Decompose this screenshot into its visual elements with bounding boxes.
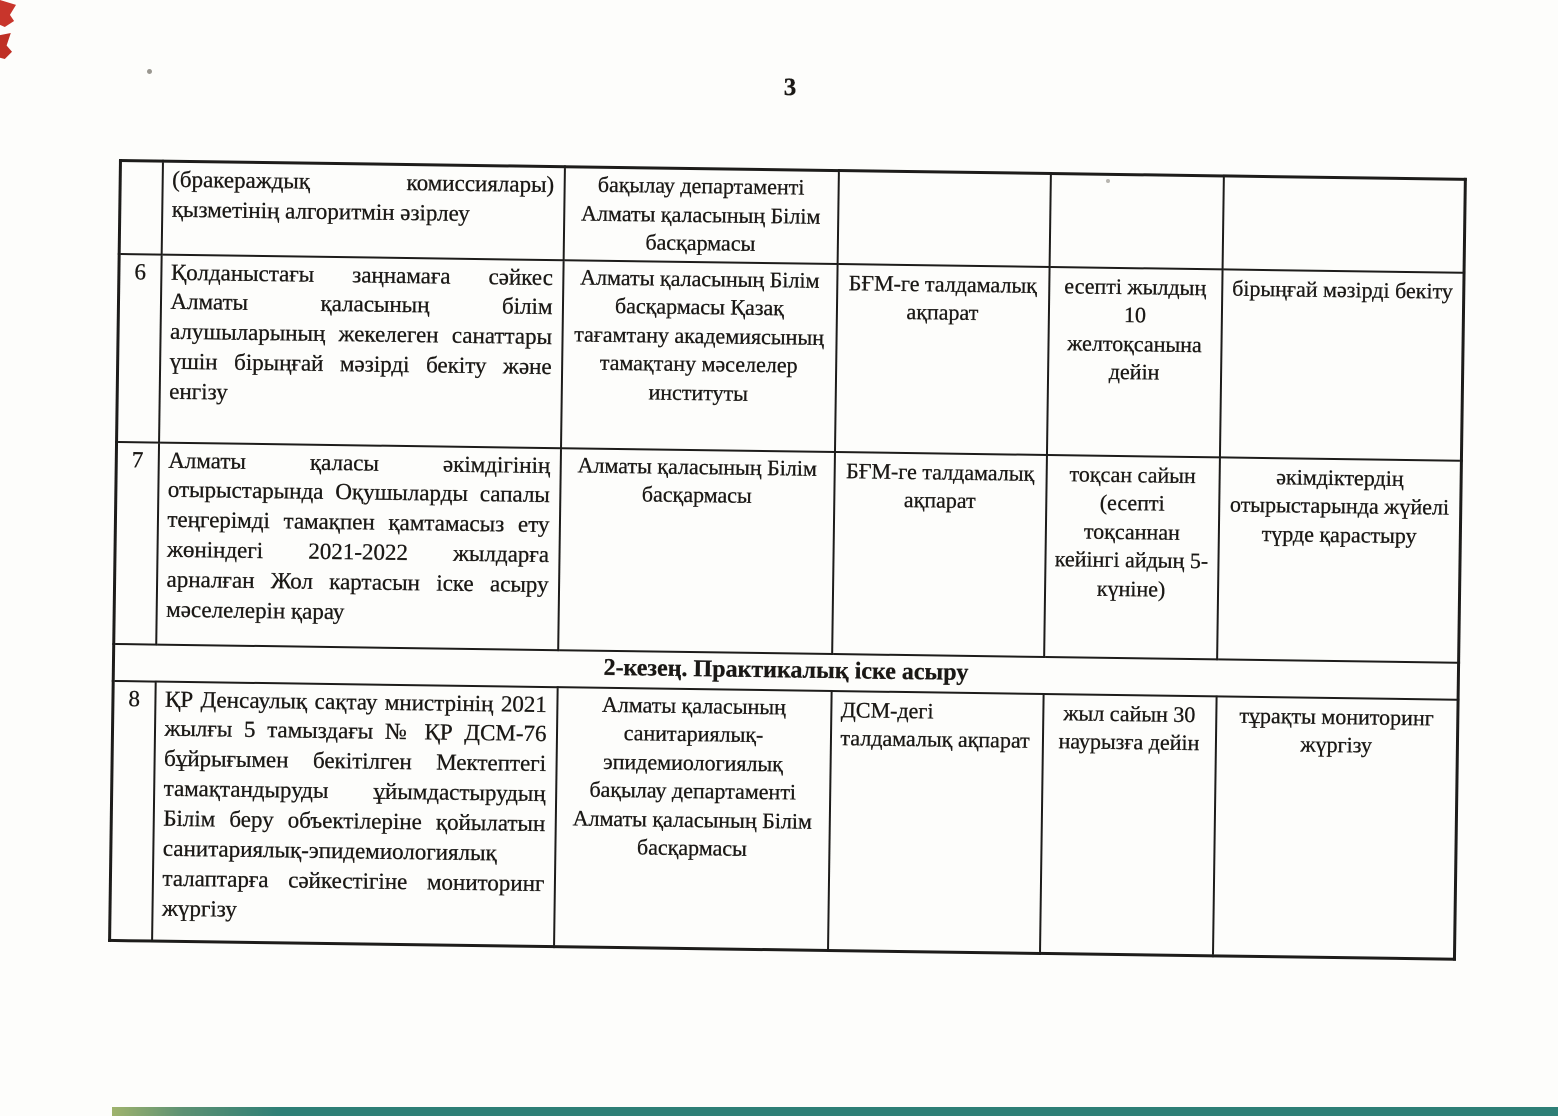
scan-speck: [147, 69, 152, 74]
cell-task: Алматы қаласы әкімдігінің отырыстарында Оқушыларды сапалы теңгерімді тамақпен қамтамасыз ету жөніндегі 2021-2022 жылдарға арналған Жол картасын іске асыру мәселелерін қарау: [156, 442, 561, 650]
cell-row-number: 6: [117, 254, 162, 443]
cell-row-number: 8: [110, 680, 156, 941]
table-row: [114, 441, 1462, 662]
page-number: 3: [783, 74, 797, 101]
table-row: [110, 680, 1458, 959]
cell-row-number: [119, 161, 162, 255]
cell-report-form: БҒМ-ге талдамалық ақпарат: [834, 264, 1049, 455]
section-header: 2-кезең. Практикалық іске асыру: [113, 643, 1458, 699]
cell-task: (бракераждық комиссиялары) қызметінің алгоритмін әзірлеу: [161, 161, 564, 260]
red-scan-mark-icon: [0, 0, 16, 27]
cell-result: тұрақты мониторинг жүргізу: [1212, 696, 1458, 959]
table-row: [117, 254, 1464, 461]
red-scan-mark-icon: [0, 33, 12, 59]
cell-responsible: бақылау департаменті Алматы қаласының Білім басқармасы: [563, 167, 838, 264]
cell-result: әкімдіктердің отырыстарында жүйелі түрде қарастыру: [1217, 457, 1462, 662]
cell-deadline: жыл сайын 30 наурызға дейін: [1039, 693, 1216, 955]
cell-deadline: [1049, 174, 1223, 269]
action-plan-table: [108, 159, 1464, 961]
cell-result: [1222, 176, 1465, 272]
cell-report-form: [837, 171, 1050, 267]
cell-row-number: 7: [114, 441, 159, 644]
cell-responsible: Алматы қаласының Білім басқармасы Қазақ тағамтану академиясының тамақтану мәселелер институты: [561, 260, 838, 452]
cell-task: Қолданыстағы заңнамаға сәйкес Алматы қаласының білім алушыларының жекелеген санаттары үшін бірыңғай мәзірді бекіту және енгізу: [159, 254, 564, 448]
cell-report-form: ДСМ-дегі талдамалық ақпарат: [828, 690, 1044, 953]
cell-deadline: тоқсан сайын (есепті тоқсаннан кейінгі айдың 5-күніне): [1044, 454, 1220, 658]
cell-responsible: Алматы қаласының санитариялық-эпидемиологиялық бақылау департаменті Алматы қаласының Білім басқармасы: [554, 687, 832, 951]
cell-result: бірыңғай мәзірді бекіту: [1219, 269, 1464, 460]
cell-task: ҚР Денсаулық сақтау мнистрінің 2021 жылғы 5 тамыздағы № ҚР ДСМ-76 бұйрығымен бекітілген Мектептегі тамақтандыруды ұйымдастырудың Білім беру объектілеріне қойылатын санитариялық-эпидемиологиялық талаптарға сәйкестігіне мониторинг жүргізу: [152, 681, 558, 947]
cell-deadline: есепті жылдың 10 желтоқсанына дейін: [1046, 266, 1222, 456]
table: [108, 159, 1467, 961]
bottom-scan-bar: [112, 1107, 1558, 1116]
cell-report-form: БҒМ-ге талдамалық ақпарат: [832, 452, 1047, 657]
cell-responsible: Алматы қаласының Білім басқармасы: [558, 448, 835, 654]
